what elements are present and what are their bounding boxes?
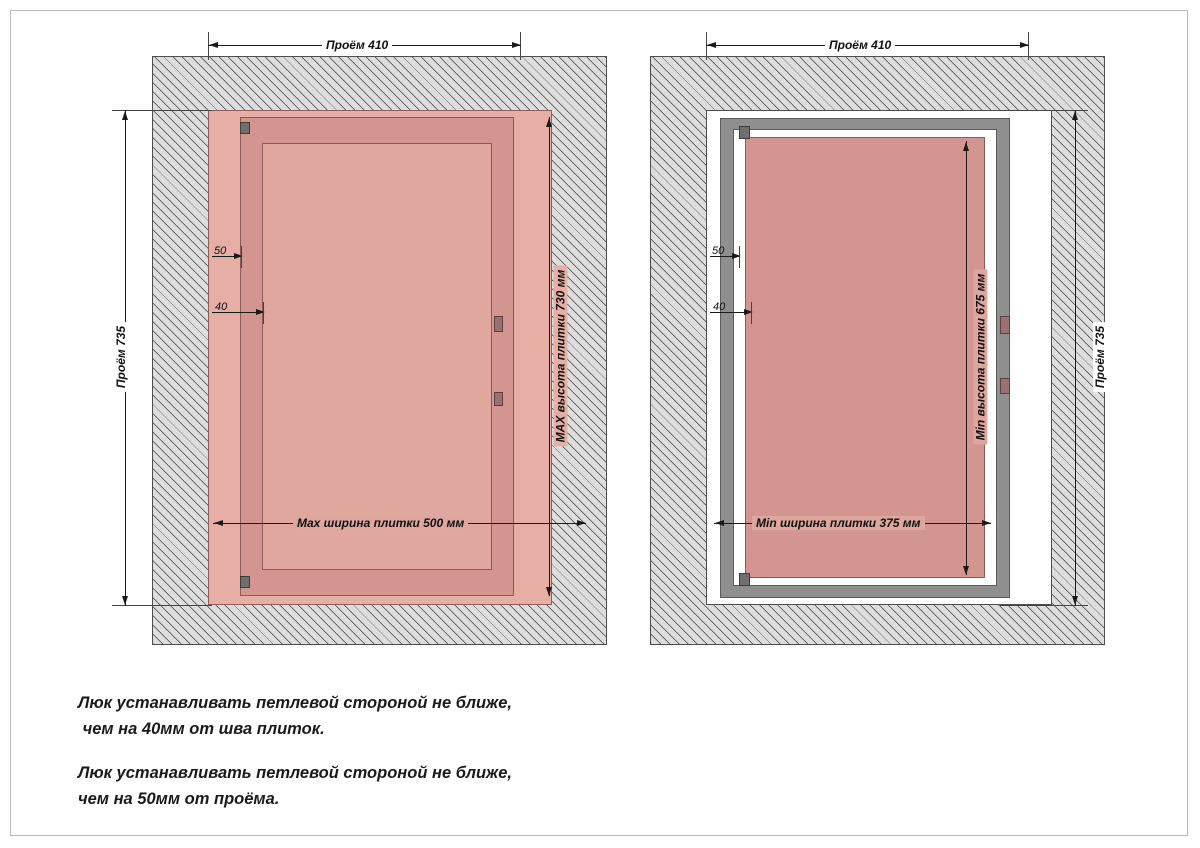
right-height-arrow-bottom [963, 566, 969, 575]
left-hatch-inner-cut [262, 143, 492, 570]
note-line-2: чем на 40мм от шва плиток. [78, 720, 325, 738]
right-offset40-label: 40 [713, 301, 726, 313]
left-height-dim-label: MAX высота плитки 730 мм [553, 266, 567, 447]
left-latch-upper [494, 316, 503, 332]
note-line-1: Люк устанавливать петлевой стороной не ближе, [78, 694, 512, 712]
right-height-dim-line [966, 141, 967, 575]
right-width-dim-label: Min ширина плитки 375 мм [752, 516, 925, 530]
left-side-arrow-top [122, 111, 128, 120]
left-offset40-ext [263, 302, 264, 324]
right-width-arrow-end [982, 520, 991, 526]
right-tile-overlay [745, 137, 985, 578]
left-offset50-ext [241, 246, 242, 268]
left-top-arrow-start [209, 42, 218, 48]
right-top-arrow-end [1020, 42, 1029, 48]
left-width-arrow-start [214, 520, 223, 526]
note-line-3: Люк устанавливать петлевой стороной не ближе, [78, 764, 512, 782]
left-offset40-label: 40 [215, 301, 228, 313]
right-latch-upper [1000, 316, 1010, 334]
left-top-arrow-end [512, 42, 521, 48]
left-height-arrow-top [546, 118, 552, 127]
left-hinge-top [240, 122, 250, 134]
left-height-arrow-bottom [546, 587, 552, 596]
left-side-dim-label: Проём 735 [114, 322, 128, 392]
right-top-dim-label: Проём 410 [825, 38, 895, 52]
left-offset50-label: 50 [214, 245, 227, 257]
left-latch-lower [494, 392, 503, 406]
right-latch-lower [1000, 378, 1010, 394]
right-offset40-ext [751, 302, 752, 324]
right-hinge-top [739, 126, 750, 139]
right-top-arrow-start [707, 42, 716, 48]
note-line-4: чем на 50мм от проёма. [78, 790, 280, 808]
right-side-dim-line [1075, 110, 1076, 606]
left-side-arrow-bottom [122, 596, 128, 605]
right-side-dim-label: Проём 735 [1093, 322, 1107, 392]
right-height-dim-label: Min высота плитки 675 мм [973, 270, 987, 445]
left-hinge-bottom [240, 576, 250, 588]
right-width-arrow-start [715, 520, 724, 526]
left-top-dim-label: Проём 410 [322, 38, 392, 52]
left-side-ext-bottom [112, 605, 212, 606]
right-side-arrow-top [1072, 111, 1078, 120]
right-offset50-ext [739, 246, 740, 268]
left-height-dim-line [549, 117, 550, 596]
right-height-arrow-top [963, 142, 969, 151]
right-offset50-label: 50 [712, 245, 725, 257]
left-width-arrow-end [577, 520, 586, 526]
right-hinge-bottom [739, 573, 750, 586]
right-side-arrow-bottom [1072, 596, 1078, 605]
left-width-dim-label: Mах ширина плитки 500 мм [293, 516, 468, 530]
